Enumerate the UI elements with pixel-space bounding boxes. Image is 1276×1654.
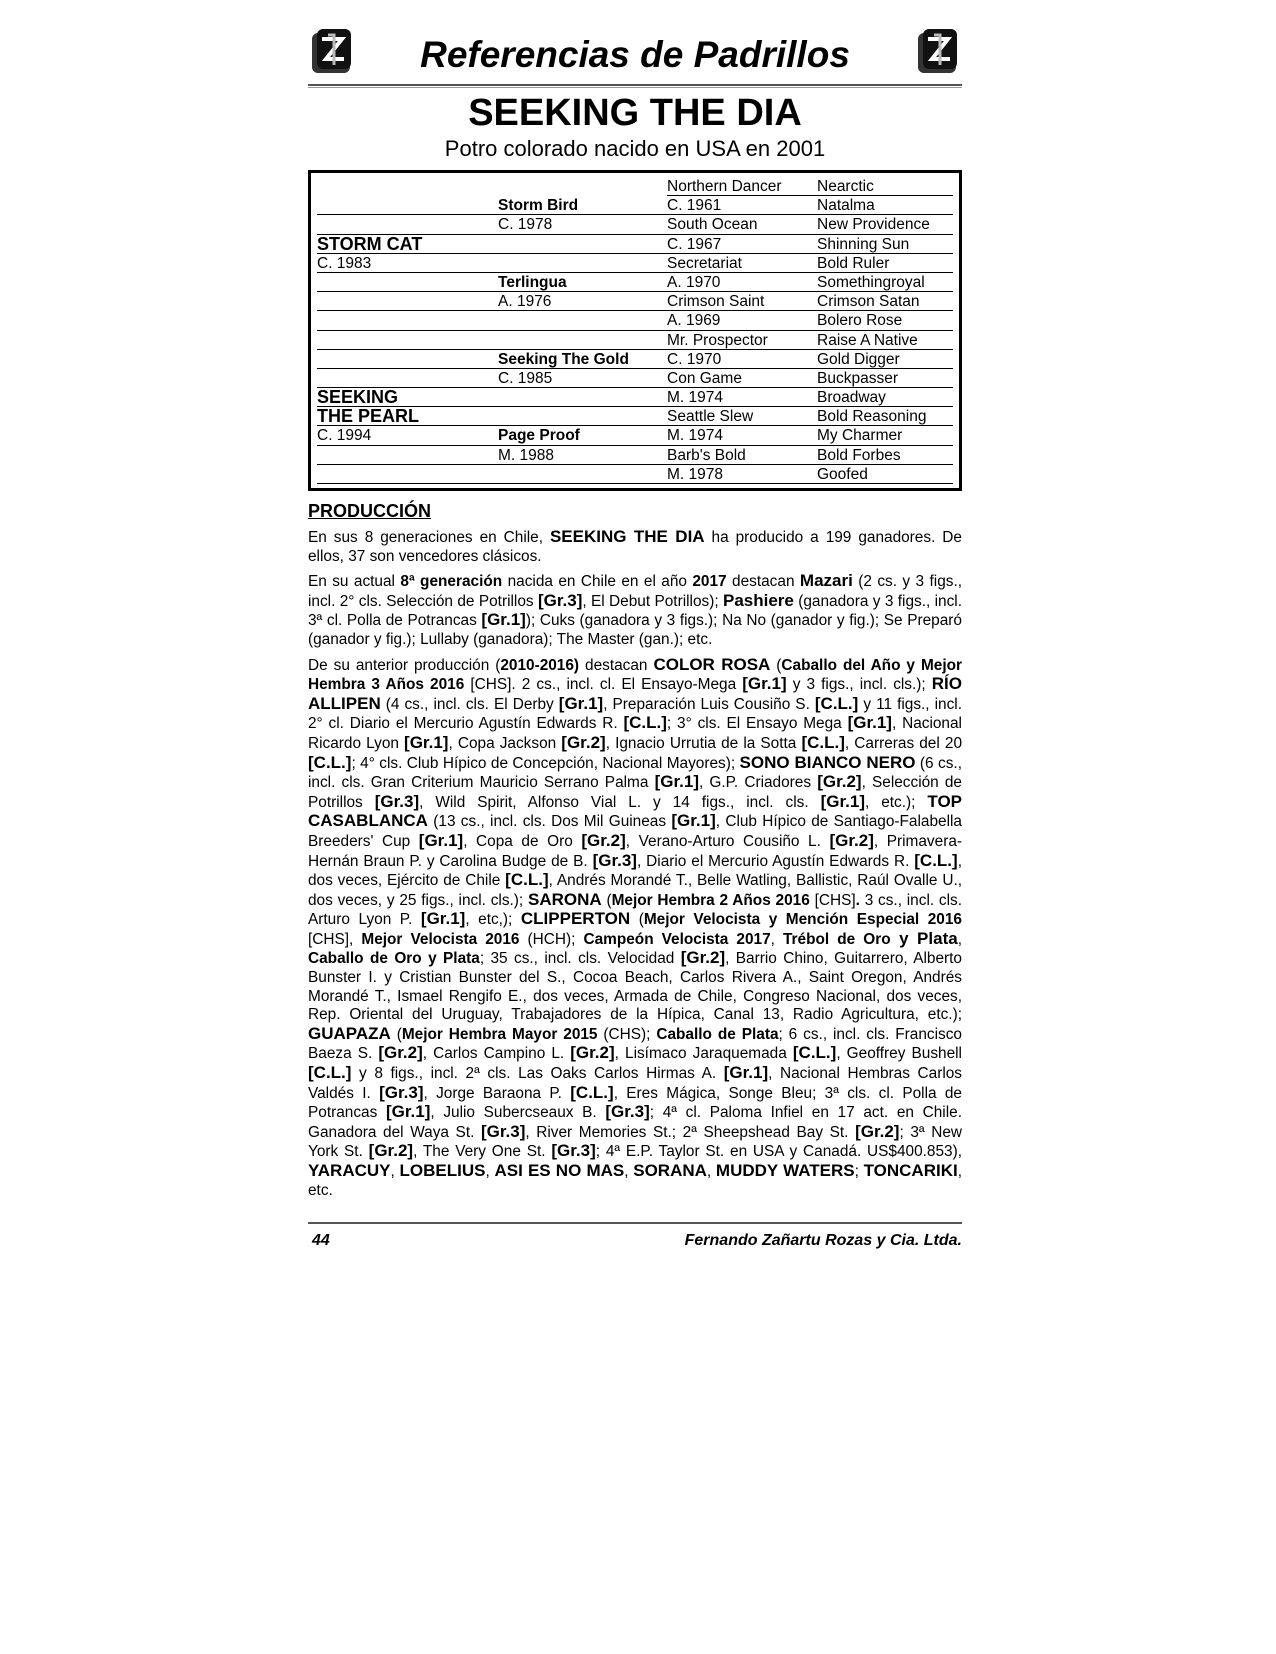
- page-number: 44: [312, 1232, 330, 1249]
- text-run: , Primavera-Hernán Braun P. y Carolina Budge de B.: [308, 832, 963, 870]
- text-run: , Ignacio Urrutia de la Sotta: [605, 734, 802, 752]
- text-run: Mazari: [799, 571, 853, 591]
- text-run: ,: [957, 930, 962, 948]
- text-run: LOBELIUS: [399, 1161, 486, 1180]
- text-run: [Gr.1]: [820, 791, 865, 811]
- text-run: SARONA: [527, 889, 602, 909]
- pedigree-cell: Natalma: [817, 196, 953, 215]
- pedigree-row: [317, 350, 953, 369]
- text-run: [Gr.2]: [570, 1043, 615, 1063]
- pedigree-row: [317, 369, 953, 388]
- pedigree-cell: STORM CAT: [317, 235, 498, 254]
- pedigree-cell: New Providence: [817, 215, 953, 234]
- text-run: ASI ES NO MAS: [494, 1161, 625, 1180]
- pedigree-cell: C. 1983: [317, 254, 498, 273]
- pedigree-row: [317, 292, 953, 311]
- text-run: ,: [485, 1163, 495, 1180]
- text-run: [Gr.1]: [420, 909, 466, 929]
- text-run: [Gr.1]: [847, 713, 892, 733]
- pedigree-cell: [498, 465, 667, 484]
- text-run: Mejor Hembra 2 Años 2016: [611, 891, 810, 909]
- text-run: Pashiere: [722, 590, 794, 610]
- pedigree-cell: C. 1985: [498, 369, 667, 388]
- text-run: SONO BIANCO NERO: [739, 752, 916, 772]
- text-run: , Eres Mágica, Songe Bleu; 3ª cls. cl. Polla de Potrancas: [308, 1084, 962, 1122]
- text-run: [Gr.3]: [605, 1102, 650, 1122]
- pedigree-cell: [317, 331, 498, 350]
- pedigree-cell: Bold Ruler: [817, 254, 953, 273]
- text-run: , Wild Spirit, Alfonso Vial L. y 14 figs., incl. cls.: [419, 793, 821, 811]
- pedigree-cell: M. 1978: [667, 465, 817, 484]
- text-run: , Lisímaco Jaraquemada: [614, 1045, 793, 1063]
- text-run: ; 3° cls. El Ensayo Mega: [666, 715, 848, 733]
- text-run: [Gr.1]: [723, 1063, 769, 1083]
- pedigree-cell: [498, 311, 667, 330]
- text-run: , Club Hípico de Santiago-Falabella Breeders' Cup: [308, 813, 962, 850]
- pedigree-cell: [498, 388, 667, 407]
- text-run: [Gr.1]: [671, 811, 716, 831]
- text-run: En sus 8 generaciones en Chile,: [308, 529, 550, 546]
- text-run: ; 6 cs., incl. cls. Francisco Baeza S.: [308, 1025, 962, 1063]
- horse-subtitle: Potro colorado nacido en USA en 2001: [444, 136, 826, 161]
- text-run: ; 4° cls. Club Hípico de Concepción, Nacional Mayores);: [351, 754, 740, 772]
- pedigree-row: [317, 235, 953, 254]
- pedigree-cell: Broadway: [817, 388, 953, 407]
- text-run: MUDDY WATERS: [715, 1161, 855, 1180]
- page: [308, 20, 962, 1200]
- pedigree-cell: Nearctic: [817, 177, 953, 196]
- text-run: , Copa Jackson: [448, 734, 562, 752]
- text-run: , Carreras del 20: [844, 734, 962, 752]
- text-run: [C.L.]: [801, 732, 845, 752]
- text-run: Caballo de Plata: [656, 1025, 779, 1043]
- pedigree-cell: Barb's Bold: [667, 446, 817, 465]
- text-run: .: [855, 891, 860, 909]
- pedigree-cell: [317, 215, 498, 234]
- pedigree-row: [317, 273, 953, 292]
- text-run: [Gr.2]: [581, 830, 626, 850]
- text-run: , etc,);: [465, 911, 521, 929]
- text-run: [Gr.3]: [537, 590, 583, 610]
- text-run: Campeón Velocista 2017: [583, 930, 771, 948]
- text-run: 2010-2016): [500, 656, 580, 674]
- text-run: nacida en Chile en el año: [502, 573, 693, 591]
- pedigree-cell: Crimson Satan: [817, 292, 953, 311]
- text-run: [Gr.3]: [592, 850, 637, 870]
- text-run: [Gr.1]: [558, 693, 604, 713]
- pedigree-row: [317, 331, 953, 350]
- text-run: [C.L.]: [814, 693, 859, 713]
- pedigree-cell: My Charmer: [817, 426, 953, 445]
- text-run: , El Debut Potrillos);: [582, 592, 723, 610]
- text-run: [Gr.1]: [385, 1102, 431, 1122]
- text-run: [Gr.3]: [374, 791, 420, 811]
- pedigree-cell: C. 1994: [317, 426, 498, 445]
- pedigree-row: [317, 407, 953, 426]
- production-paragraph-2: [308, 572, 962, 649]
- text-run: (6 cs., incl. cls. Gran Criterium Mauricio Serrano Palma: [308, 754, 962, 792]
- text-run: y 11 figs., incl. 2° cl. Diario el Mercurio Agustín Edwards R.: [308, 695, 962, 733]
- text-run: Caballo del Año y Mejor Hembra 3 Años 2016: [308, 656, 962, 694]
- horse-name: SEEKING THE DIA: [468, 92, 802, 134]
- pedigree-cell: Seeking The Gold: [498, 350, 667, 369]
- text-run: 2017: [692, 573, 727, 591]
- text-run: ; 3ª New York St.: [308, 1123, 962, 1161]
- text-run: , The Very One St.: [413, 1143, 552, 1161]
- text-run: [Gr.2]: [817, 772, 862, 792]
- text-run: (13 cs., incl. cls. Dos Mil Guineas: [427, 813, 672, 831]
- text-run: , Preparación Luis Cousiño S.: [603, 695, 815, 713]
- text-run: GUAPAZA: [308, 1023, 391, 1043]
- text-run: Mejor Hembra Mayor 2015: [401, 1025, 598, 1043]
- pedigree-cell: C. 1967: [667, 235, 817, 254]
- text-run: ha producido a 199 ganadores. De ellos, 37 son vencedores clásicos.: [308, 529, 962, 565]
- text-run: [Gr.1]: [742, 674, 787, 694]
- text-run: , Barrio Chino, Guitarrero, Alberto Bunster I. y Cristian Bunster del S., Cocoa Beach, Carlos Rivera A., Saint Oregon, Andrés Morandé T., Ismael Rengifo E., dos veces, Armada de Chile, Congreso Nacional, dos veces, Rep. Oriental del Uruguay, Trabajadores de la Hípica, Canal 13, Radio Agricultura, etc.);: [308, 950, 962, 1024]
- text-run: , Andrés Morandé T., Belle Watling, Ballistic, Raúl Ovalle U., dos veces, y 25 figs., incl. cls.);: [308, 872, 962, 909]
- text-run: , Jorge Baraona P.: [423, 1084, 571, 1102]
- header-rule: [308, 84, 962, 88]
- pedigree-cell: [317, 465, 498, 484]
- text-run: RÍO ALLIPEN: [308, 674, 962, 713]
- text-run: (ganadora y 3 figs., incl. 3ª cl. Polla de Potrancas: [308, 592, 962, 630]
- pedigree-row: [317, 426, 953, 445]
- pedigree-cell: Bold Reasoning: [817, 407, 953, 426]
- pedigree-cell: A. 1969: [667, 311, 817, 330]
- text-run: [Gr.3]: [551, 1141, 596, 1161]
- pedigree-row: [317, 465, 953, 484]
- pedigree-cell: [498, 235, 667, 254]
- pedigree-cell: M. 1974: [667, 426, 817, 445]
- text-run: [Gr.1]: [418, 830, 464, 850]
- pedigree-cell: A. 1976: [498, 292, 667, 311]
- text-run: (: [770, 656, 782, 674]
- production-heading: PRODUCCIÓN: [308, 501, 432, 521]
- pedigree-cell: [317, 311, 498, 330]
- text-run: (: [601, 891, 612, 909]
- text-run: y 8 figs., incl. 2ª cls. Las Oaks Carlos Hirmas A.: [351, 1065, 724, 1083]
- pedigree-cell: [317, 350, 498, 369]
- pedigree-cell: [317, 446, 498, 465]
- text-run: , Verano-Arturo Cousiño L.: [625, 832, 830, 850]
- pedigree-row: [317, 388, 953, 407]
- pedigree-table: [308, 170, 962, 491]
- pedigree-cell: Gold Digger: [817, 350, 953, 369]
- text-run: SEEKING THE DIA: [549, 527, 705, 546]
- text-run: Mejor Velocista 2016: [361, 930, 520, 948]
- text-run: [C.L.]: [792, 1043, 837, 1063]
- text-run: (HCH);: [519, 930, 584, 948]
- text-run: , Geoffrey Bushell: [836, 1045, 962, 1063]
- text-run: , Carlos Campino L.: [422, 1045, 571, 1063]
- text-run: [Gr.1]: [654, 772, 699, 792]
- text-run: TONCARIKI: [863, 1161, 958, 1180]
- text-run: [C.L.]: [308, 752, 352, 772]
- text-run: 8ª generación: [400, 573, 503, 591]
- text-run: ;: [854, 1163, 864, 1180]
- text-run: [CHS]: [809, 891, 856, 909]
- pedigree-cell: Bolero Rose: [817, 311, 953, 330]
- pedigree-row: [317, 446, 953, 465]
- pedigree-cell: Northern Dancer: [667, 177, 817, 196]
- pedigree-cell: M. 1974: [667, 388, 817, 407]
- text-run: ,: [624, 1163, 634, 1180]
- text-run: Trébol de Oro: [783, 930, 891, 948]
- text-run: , Julio Subercseaux B.: [430, 1104, 606, 1122]
- text-run: [Gr.2]: [855, 1121, 900, 1141]
- pedigree-row: [317, 215, 953, 234]
- text-run: [Gr.3]: [480, 1121, 526, 1141]
- text-run: [CHS]. 2 cs., incl. cl. El Ensayo-Mega: [464, 676, 743, 694]
- text-run: [C.L.]: [914, 850, 958, 870]
- pedigree-cell: C. 1970: [667, 350, 817, 369]
- pedigree-cell: Terlingua: [498, 273, 667, 292]
- page-header: [308, 20, 962, 82]
- pedigree-cell: Storm Bird: [498, 196, 667, 215]
- text-run: , etc.: [308, 1163, 962, 1199]
- pedigree-cell: M. 1988: [498, 446, 667, 465]
- text-run: , Selección de Potrillos: [308, 774, 962, 811]
- pedigree-cell: Raise A Native: [817, 331, 953, 350]
- page-footer: [308, 1222, 962, 1249]
- text-run: [C.L.]: [570, 1082, 614, 1102]
- text-run: [Gr.1]: [404, 732, 449, 752]
- pedigree-cell: Secretariat: [667, 254, 817, 273]
- text-run: Mejor Velocista y Mención Especial 2016: [643, 911, 962, 929]
- pedigree-cell: C. 1978: [498, 215, 667, 234]
- text-run: YARACUY: [308, 1161, 391, 1180]
- text-run: (4 cs., incl. cls. El Derby: [380, 695, 559, 713]
- text-run: [CHS],: [308, 930, 362, 948]
- logo-icon: [914, 25, 962, 77]
- text-run: destacan: [579, 656, 654, 674]
- publisher: Fernando Zañartu Rozas y Cia. Ltda.: [684, 1232, 962, 1249]
- text-run: [Gr.2]: [378, 1043, 423, 1063]
- pedigree-cell: South Ocean: [667, 215, 817, 234]
- text-run: [Gr.1]: [481, 610, 526, 630]
- pedigree-row: [317, 254, 953, 273]
- text-run: , Copa de Oro: [463, 832, 582, 850]
- text-run: , Nacional Hembras Carlos Valdés I.: [308, 1065, 962, 1102]
- text-run: , Nacional Ricardo Lyon: [308, 715, 962, 752]
- pedigree-cell: [498, 177, 667, 196]
- pedigree-cell: C. 1961: [667, 196, 817, 215]
- pedigree-cell: [317, 369, 498, 388]
- pedigree-cell: Goofed: [817, 465, 953, 484]
- text-run: De su anterior producción (: [308, 656, 501, 674]
- text-run: (CHS);: [597, 1025, 657, 1043]
- text-run: CLIPPERTON: [520, 909, 631, 929]
- pedigree-cell: [498, 407, 667, 426]
- pedigree-cell: [498, 331, 667, 350]
- text-run: ,: [770, 930, 783, 948]
- pedigree-cell: Con Game: [667, 369, 817, 388]
- pedigree-cell: Crimson Saint: [667, 292, 817, 311]
- text-run: , Diario el Mercurio Agustín Edwards R.: [636, 852, 915, 870]
- text-run: [Gr.2]: [561, 732, 606, 752]
- text-run: , etc.);: [864, 793, 928, 811]
- text-run: , River Memories St.; 2ª Sheepshead Bay St.: [525, 1123, 856, 1141]
- pedigree-cell: [317, 292, 498, 311]
- text-run: En su actual: [308, 573, 401, 591]
- text-run: COLOR ROSA: [653, 654, 771, 674]
- text-run: (: [630, 911, 644, 929]
- text-run: [C.L.]: [623, 713, 667, 733]
- header-title: Referencias de Padrillos: [420, 34, 850, 75]
- pedigree-cell: [317, 177, 498, 196]
- pedigree-cell: Seattle Slew: [667, 407, 817, 426]
- pedigree-cell: THE PEARL: [317, 407, 498, 426]
- text-run: [Gr.2]: [680, 948, 726, 968]
- text-run: (2 cs. y 3 figs., incl. 2° cls. Selección de Potrillos: [308, 573, 963, 610]
- text-run: destacan: [726, 573, 800, 591]
- pedigree-cell: Somethingroyal: [817, 273, 953, 292]
- text-run: Caballo de Oro y Plata: [308, 950, 480, 968]
- text-run: SORANA: [633, 1161, 707, 1180]
- text-run: , dos veces, Ejército de Chile: [308, 852, 962, 890]
- text-run: ,: [390, 1163, 400, 1180]
- text-run: ; 4ª cl. Paloma Infiel en 17 act. en Chile. Ganadora del Waya St.: [308, 1104, 962, 1141]
- text-run: ); Cuks (ganadora y 3 figs.); Na No (ganador y fig.); Se Preparó (ganador y fig.); Lullaby (ganadora); The Master (gan.); etc.: [308, 612, 962, 648]
- text-run: [C.L.]: [308, 1063, 352, 1083]
- pedigree-cell: [317, 273, 498, 292]
- text-run: [C.L.]: [505, 870, 549, 890]
- pedigree-cell: SEEKING: [317, 388, 498, 407]
- text-run: [Gr.2]: [829, 830, 874, 850]
- text-run: (: [390, 1025, 402, 1043]
- pedigree-cell: Bold Forbes: [817, 446, 953, 465]
- production-paragraph-1: [308, 528, 962, 566]
- text-run: [Gr.2]: [368, 1141, 414, 1161]
- pedigree-row: [317, 177, 953, 196]
- text-run: 3 cs., incl. cls. Arturo Lyon P.: [308, 891, 963, 929]
- text-run: ,: [706, 1163, 716, 1180]
- text-run: y Plata: [890, 928, 958, 948]
- pedigree-cell: Page Proof: [498, 426, 667, 445]
- pedigree-row: [317, 311, 953, 330]
- text-run: ; 35 cs., incl. cls. Velocidad: [479, 950, 681, 968]
- text-run: [Gr.3]: [379, 1082, 424, 1102]
- pedigree-cell: [498, 254, 667, 273]
- text-run: y 3 figs., incl. cls.);: [786, 676, 932, 694]
- text-run: TOP CASABLANCA: [308, 791, 963, 831]
- pedigree-row: [317, 196, 953, 215]
- pedigree-cell: Shinning Sun: [817, 235, 953, 254]
- production-paragraph-3: [308, 656, 962, 1201]
- text-run: ; 4ª E.P. Taylor St. en USA y Canadá. US$400.853),: [595, 1143, 963, 1161]
- text-run: , G.P. Criadores: [698, 774, 818, 792]
- pedigree-cell: A. 1970: [667, 273, 817, 292]
- pedigree-cell: Buckpasser: [817, 369, 953, 388]
- pedigree-cell: [317, 196, 498, 215]
- pedigree-cell: Mr. Prospector: [667, 331, 817, 350]
